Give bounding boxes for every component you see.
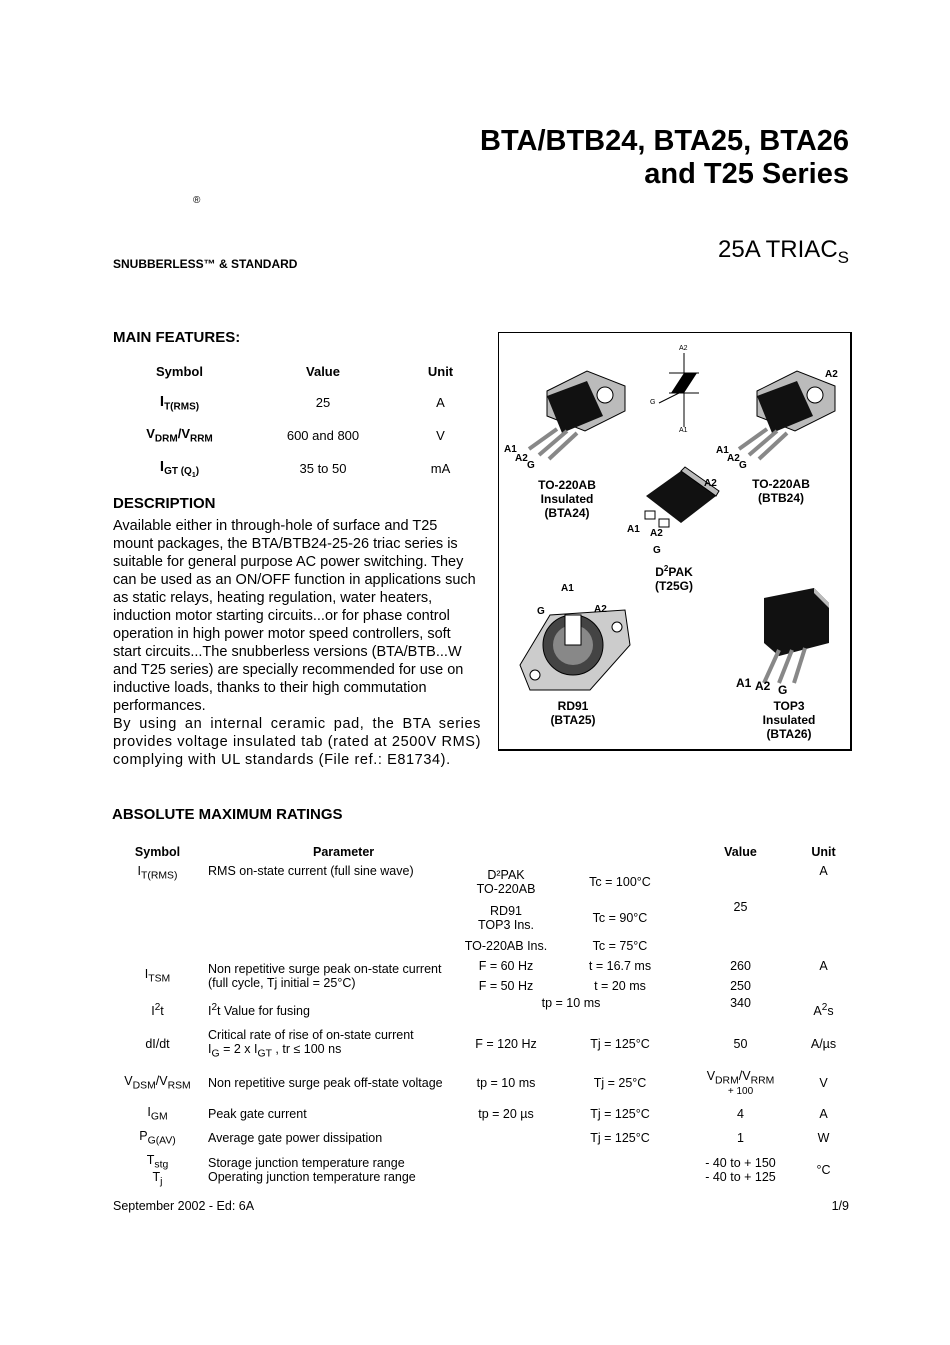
param-cell: Average gate power dissipation (208, 1131, 383, 1145)
feature-symbol: $I_{GT (Q_1)}$ (159, 457, 200, 480)
pin-a1: A1 (627, 524, 640, 535)
cond-cell: F = 120 Hz (475, 1037, 537, 1051)
cond-cell: tp = 10 ms (476, 1076, 536, 1090)
pin-a2: A2 (727, 453, 740, 464)
symbol-cell: dI/dt (145, 1037, 170, 1051)
symbol-pin-a1: A1 (679, 427, 688, 434)
document-title-line1: BTA/BTB24, BTA25, BTA26 (480, 125, 849, 157)
table-row (112, 1024, 851, 1064)
pin-a2: A2 (704, 478, 717, 489)
subtitle: SNUBBERLESS™ & STANDARD (113, 257, 298, 271)
cond-cell: Tj = 25°C (593, 1076, 647, 1090)
product-type-main: 25A TRIAC (718, 236, 838, 263)
param-cell: Non repetitive surge peak off-state voltage (208, 1076, 443, 1090)
pin-a2: A2 (755, 679, 771, 693)
pin-g: G (778, 683, 788, 697)
feature-unit: V (436, 428, 445, 443)
description-heading: DESCRIPTION (113, 495, 216, 512)
pin-g: G (527, 460, 535, 471)
table-header-row (112, 840, 851, 864)
feature-symbol: $V_{DRM}/V_{RRM}$ (146, 426, 213, 445)
pkg-cell: TO-220AB Ins. (464, 939, 548, 953)
symbol-cell: $T_{stg}$ $T_j$ (146, 1152, 169, 1188)
main-features-heading: MAIN FEATURES: (113, 329, 241, 346)
description-text (113, 517, 481, 769)
unit-cell: A (819, 864, 828, 878)
value-cell: 4 (737, 1107, 744, 1121)
col-symbol: Symbol (134, 845, 181, 859)
to220-insulated-package-icon (507, 361, 637, 461)
pin-g: G (537, 606, 545, 617)
pin-a2: A2 (825, 369, 838, 380)
pin-a2: A2 (515, 453, 528, 464)
pin-a2: A2 (594, 604, 607, 615)
document-title-line2: and T25 Series (644, 158, 849, 190)
symbol-cell: $I_{TSM}$ (144, 967, 171, 985)
pin-a1: A1 (561, 583, 574, 594)
symbol-cell: $P_{G(AV)}$ (139, 1129, 176, 1147)
feature-unit: mA (430, 461, 451, 476)
unit-cell: A (819, 1107, 828, 1121)
param-cell: Peak gate current (208, 1107, 307, 1121)
col-parameter: Parameter (313, 845, 375, 859)
col-symbol: Symbol (156, 363, 203, 379)
symbol-cell: $I_{T(RMS)}$ (137, 864, 178, 882)
symbol-pin-a2: A2 (679, 345, 688, 352)
to220-insulated-label: TO-220AB Insulated (BTA24) (538, 478, 596, 520)
to220-label: TO-220AB (BTB24) (752, 477, 810, 505)
param-cell: $I^2t$ Value for fusing (208, 1001, 310, 1019)
param-cell: Critical rate of rise of on-state current $I_G = 2$ x $I_{GT}$ , tr ≤ 100 ns (208, 1028, 414, 1060)
param-cell: Non repetitive surge peak on-state current (full cycle, Tj initial = 25°C) (208, 962, 442, 990)
symbol-cell: $V_{DSM}/V_{RSM}$ (124, 1074, 191, 1092)
table-row (112, 864, 851, 900)
rd91-package-icon (515, 595, 635, 695)
value-cell: 260 (730, 959, 751, 973)
cond-cell: tp = 20 µs (478, 1107, 534, 1121)
value-cell: $V_{DRM}/V_{RRM}$ + 100 (706, 1068, 775, 1098)
value-cell: - 40 to + 150 - 40 to + 125 (705, 1156, 776, 1184)
unit-cell: $A^2s$ (813, 1001, 834, 1019)
cond-cell: t = 16.7 ms (588, 959, 652, 973)
pin-a1: A1 (716, 445, 729, 456)
col-unit: Unit (427, 363, 454, 379)
feature-value: 600 and 800 (286, 428, 360, 443)
d2pak-package-icon (631, 461, 731, 541)
param-cell: RMS on-state current (full sine wave) (208, 864, 414, 878)
cond-cell: t = 20 ms (594, 979, 646, 993)
unit-cell: A (819, 959, 828, 973)
value-cell: 250 (730, 979, 751, 993)
pin-a1: A1 (504, 444, 517, 455)
ratings-heading: ABSOLUTE MAXIMUM RATINGS (112, 806, 343, 823)
table-row (112, 1102, 851, 1126)
triac-symbol-icon (649, 345, 719, 435)
rd91-label: RD91 (BTA25) (550, 699, 596, 727)
feature-value: 25 (315, 395, 331, 410)
main-features-table (113, 356, 481, 485)
pin-g: G (739, 460, 747, 471)
packages-figure (498, 332, 852, 751)
pin-g: G (653, 545, 661, 556)
d2pak-label: $D^2PAK$ (T25G) (654, 564, 693, 593)
param-cell: Storage junction temperature range Operating junction temperature range (208, 1156, 416, 1184)
top3-label: TOP3 Insulated (BTA26) (762, 699, 816, 741)
cond-cell: Tj = 125°C (590, 1131, 650, 1145)
table-header-row (113, 356, 481, 386)
value-cell: 50 (733, 1037, 748, 1051)
description-paragraph-2: By using an internal ceramic pad, the BTA series provides voltage insulated tab (rated at 2500V RMS) complying with UL standards (File ref.: E81734). (113, 716, 481, 768)
pin-a2: A2 (650, 528, 663, 539)
description-paragraph-1: Available either in through-hole of surface and T25 mount packages, the BTA/BTB24-25-26 triac series is suitable for general purpose AC power switching. They can be used as an ON/OFF function in applications such as static relays, heating regulation, water heaters, induction motor starting circuits...or for phase control operation in high power motor speed controllers, soft start circuits...The snubberless versions (BTA/BTB...W and T25 series) are specially recommended for use on inductive loads, thanks to their high commutation performances. (113, 518, 476, 714)
unit-cell: °C (816, 1163, 831, 1177)
value-cell: 25 (733, 900, 748, 914)
symbol-pin-g: G (650, 399, 656, 406)
value-cell: 340 (730, 996, 751, 1010)
product-type-sub: S (837, 248, 849, 267)
footer-date: September 2002 - Ed: 6A (113, 1199, 255, 1213)
page-number: 1/9 (831, 1199, 849, 1213)
product-type (718, 236, 849, 268)
pin-a1: A1 (736, 676, 752, 690)
cond-cell: F = 50 Hz (478, 979, 534, 993)
feature-symbol: $I_{T(RMS)}$ (159, 392, 200, 413)
table-row (112, 1150, 851, 1190)
cond-cell: F = 60 Hz (478, 959, 534, 973)
table-row (112, 1064, 851, 1102)
feature-unit: A (436, 395, 445, 410)
unit-cell: V (819, 1076, 828, 1090)
col-value: Value (724, 845, 757, 859)
table-row (112, 956, 851, 976)
value-cell: 1 (737, 1131, 744, 1145)
table-row (112, 996, 851, 1024)
table-row (112, 1126, 851, 1150)
cond-cell: tp = 10 ms (541, 996, 601, 1010)
unit-cell: A/µs (810, 1037, 837, 1051)
table-row (113, 386, 481, 419)
table-row (113, 452, 481, 485)
cond-cell: Tc = 100°C (589, 875, 651, 889)
pkg-cell: RD91 TOP3 Ins. (477, 904, 535, 932)
col-unit: Unit (811, 845, 836, 859)
registered-mark: ® (193, 195, 201, 206)
cond-cell: Tc = 90°C (592, 911, 648, 925)
col-value: Value (306, 363, 340, 379)
cond-cell: Tj = 125°C (590, 1107, 650, 1121)
table-row (113, 419, 481, 452)
ratings-table (112, 840, 851, 1190)
cond-cell: Tc = 75°C (592, 939, 648, 953)
symbol-cell: $I_{GM}$ (147, 1105, 168, 1123)
unit-cell: W (817, 1131, 830, 1145)
pkg-cell: D²PAK TO-220AB (476, 868, 536, 896)
top3-package-icon (739, 588, 839, 688)
feature-value: 35 to 50 (299, 461, 347, 476)
cond-cell: Tj = 125°C (590, 1037, 650, 1051)
symbol-cell: $I^2t$ (151, 1001, 164, 1019)
